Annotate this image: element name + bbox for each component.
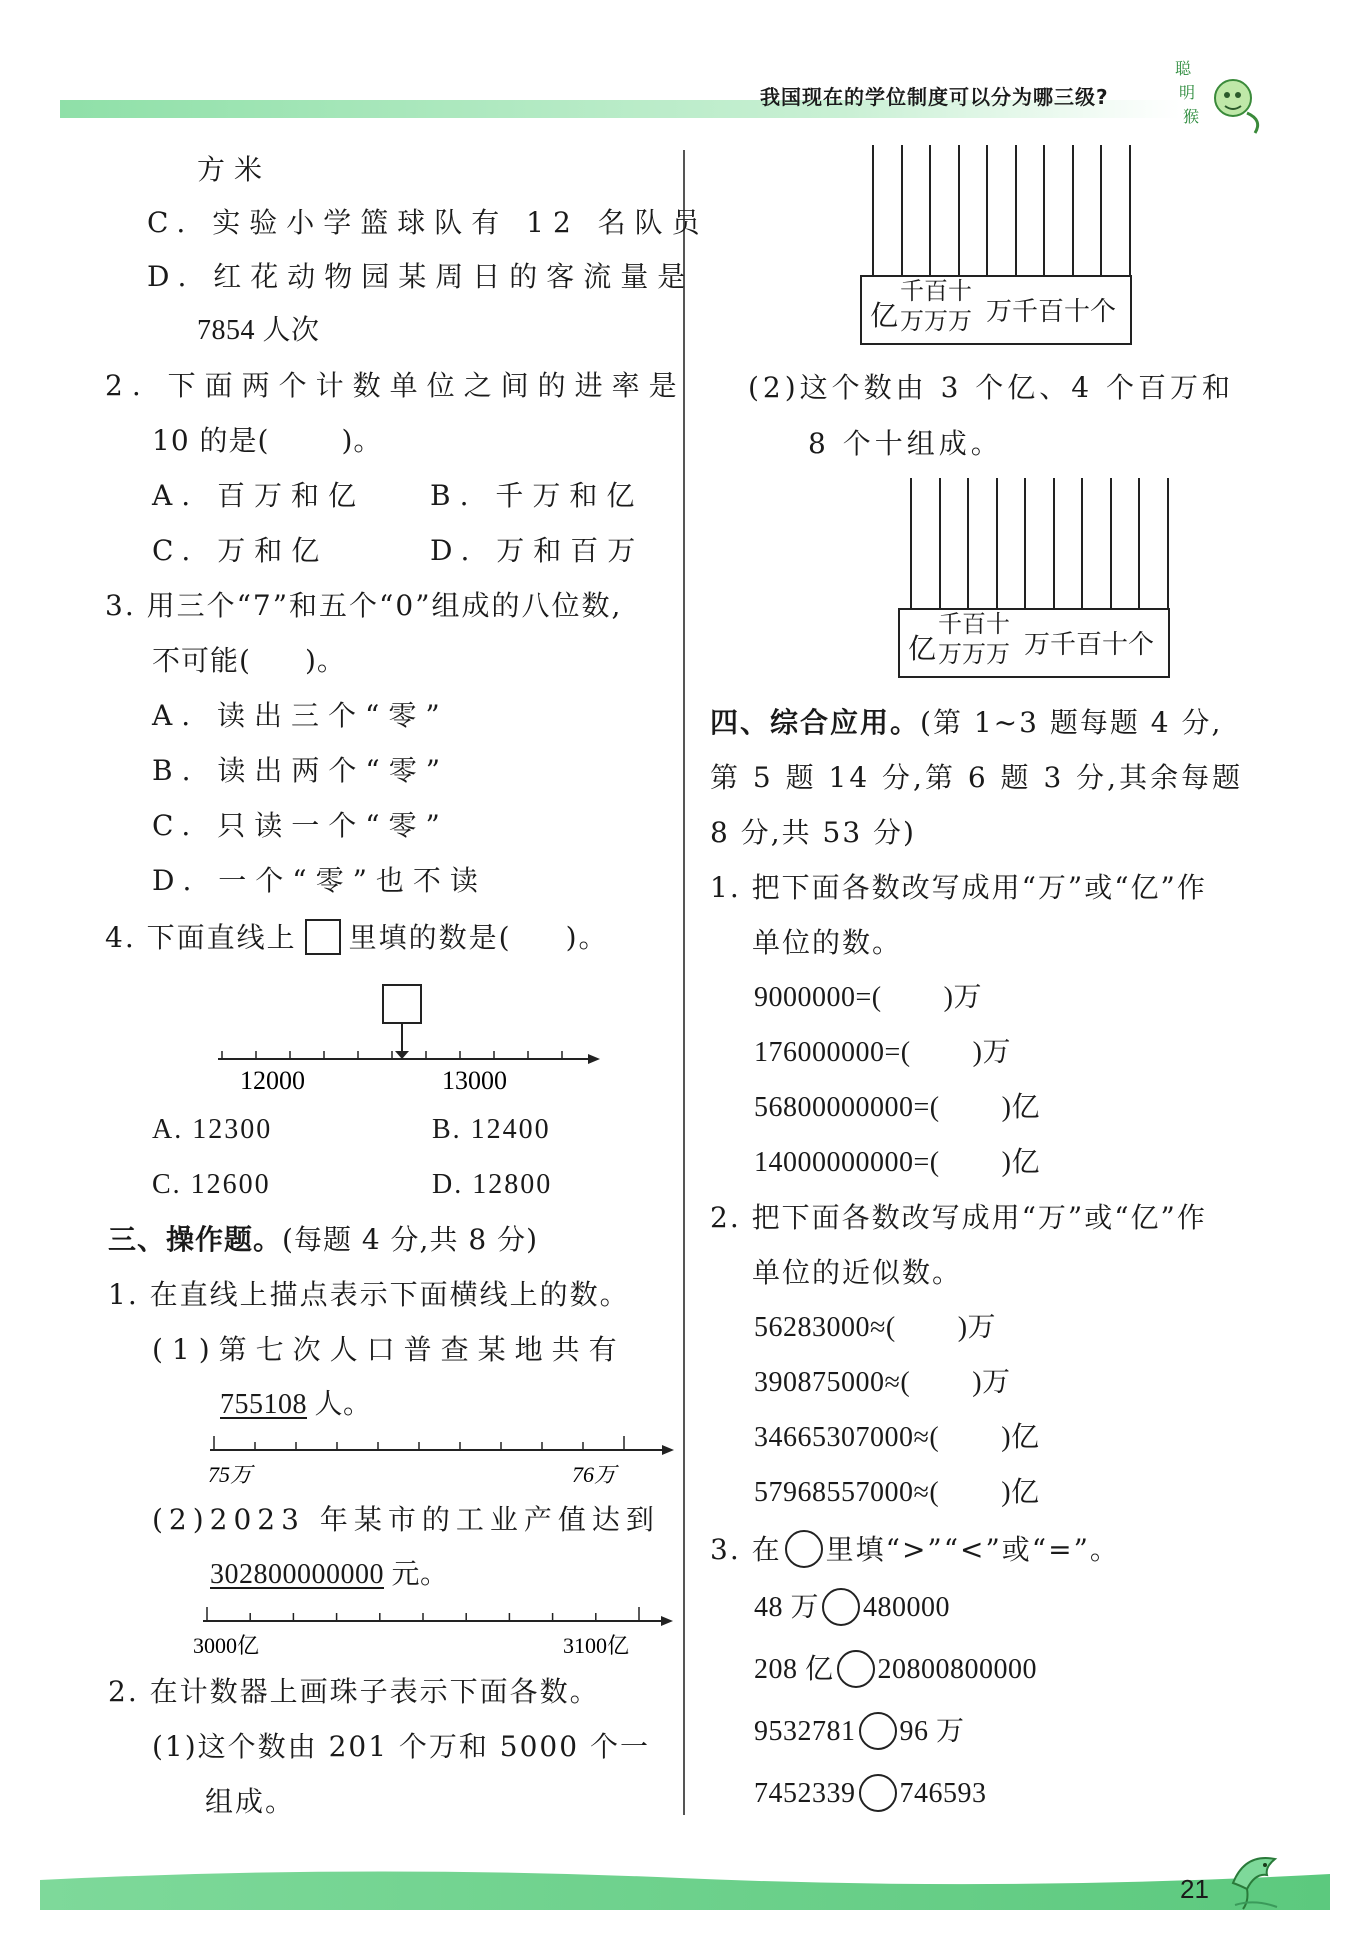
line2-right-label: 3100亿	[563, 1633, 630, 1658]
op2-part2: (2)这个数由 3 个亿、4 个百万和	[748, 371, 1234, 404]
compare-circle-icon[interactable]	[822, 1588, 860, 1626]
q3-stem-answer: 不可能( )。	[152, 644, 346, 677]
compare-right: 480000	[863, 1592, 951, 1623]
header-question: 我国现在的学位制度可以分为哪三级?	[760, 85, 1109, 109]
q3-option-d: D. 一个“零”也不读	[152, 864, 487, 897]
op2-part2-cont: 8 个十组成。	[808, 427, 1003, 460]
abacus-1	[866, 145, 1141, 353]
op1-number-line-1	[200, 1432, 680, 1488]
line2-left-label: 3000亿	[193, 1633, 260, 1658]
line1-left-label: 75万	[208, 1462, 253, 1487]
abacus-rod	[872, 145, 874, 275]
q4-tick-label-1: 12000	[240, 1066, 305, 1095]
op2-part1-cont: 组成。	[205, 1785, 296, 1818]
convert-number: 390875000≈(	[754, 1367, 911, 1398]
abacus-label-rest: 万千百十个	[986, 297, 1117, 327]
section-4-heading: 四、综合应用。(第 1~3 题每题 4 分,	[710, 706, 1223, 739]
convert-row	[754, 1088, 1040, 1128]
q4-option-c: C. 12600	[152, 1169, 271, 1200]
abacus-label-bottom: 万万万	[900, 307, 972, 335]
q1-option-d-cont: 7854 人次	[197, 315, 320, 346]
op1-part2-value: 302800000000 元。	[210, 1559, 449, 1590]
convert-number: 176000000=(	[754, 1037, 911, 1068]
compare-circle-icon[interactable]	[859, 1712, 897, 1750]
q3-option-a: A. 读出三个“零”	[152, 699, 449, 732]
q2-stem: 2. 下面两个计数单位之间的进率是	[105, 369, 686, 402]
line1-ticks	[214, 1436, 624, 1450]
compare-circle-icon[interactable]	[859, 1774, 897, 1812]
arrow-right-icon	[661, 1616, 673, 1626]
op2-stem: 2. 在计数器上画珠子表示下面各数。	[108, 1675, 600, 1708]
abacus-rod	[929, 145, 931, 275]
compare-right: 746593	[899, 1778, 987, 1809]
op1-number-line-2	[193, 1603, 683, 1659]
op2-part1: (1)这个数由 201 个万和 5000 个一	[152, 1730, 650, 1763]
abacus-label-top: 千百十	[900, 277, 972, 305]
q1-option-d: D. 红花动物园某周日的客流量是	[147, 260, 695, 293]
abacus-rod	[1110, 478, 1112, 608]
arrow-right-icon	[588, 1054, 600, 1064]
a3-stem: 3. 在 里填“>”“<”或“=”。	[710, 1530, 1120, 1571]
q2-option-c: C. 万和亿	[152, 534, 329, 567]
abacus-rod	[910, 478, 912, 608]
q2-stem-answer: 10 的是( )。	[152, 424, 383, 457]
q1-option-b-cont: 方米	[197, 153, 272, 186]
abacus-rod	[996, 478, 998, 608]
a1-stem-cont: 单位的数。	[752, 926, 903, 959]
compare-right: 20800800000	[877, 1654, 1038, 1685]
convert-row	[754, 1473, 1040, 1513]
convert-unit: )亿	[1001, 1477, 1040, 1508]
convert-number: 57968557000≈(	[754, 1477, 940, 1508]
abacus-rod	[1043, 145, 1045, 275]
a3-circle-icon	[785, 1530, 823, 1568]
section-4-score-3: 8 分,共 53 分)	[710, 816, 916, 849]
convert-row	[754, 1363, 1011, 1403]
q4-tick-label-2: 13000	[442, 1066, 507, 1095]
convert-row	[754, 978, 982, 1018]
op1-part2: (2)2023 年某市的工业产值达到	[152, 1503, 660, 1536]
section-4-score-2: 第 5 题 14 分,第 6 题 3 分,其余每题	[710, 761, 1244, 794]
compare-row	[754, 1650, 1037, 1691]
convert-unit: )万	[957, 1312, 997, 1343]
abacus-2	[904, 478, 1179, 686]
abacus-rod	[1015, 145, 1017, 275]
op1-stem: 1. 在直线上描点表示下面横线上的数。	[108, 1278, 630, 1311]
convert-unit: )万	[972, 1367, 1011, 1398]
q1-option-c: C. 实验小学篮球队有 12 名队员	[147, 206, 709, 239]
abacus-rod	[1129, 145, 1131, 275]
abacus-rod	[1100, 145, 1102, 275]
line2-ticks	[207, 1607, 639, 1621]
abacus-rod	[986, 145, 988, 275]
abacus-label-top: 千百十	[938, 610, 1010, 638]
q3-option-c: C. 只读一个“零”	[152, 809, 449, 842]
q4-stem: 4. 下面直线上 里填的数是( )。	[105, 918, 609, 958]
q4-option-a: A. 12300	[152, 1114, 273, 1145]
convert-unit: )万	[972, 1037, 1011, 1068]
abacus-base	[898, 608, 1170, 678]
q4-answer-box	[383, 985, 421, 1023]
footer-wave	[40, 1860, 1330, 1910]
abacus-label-bottom: 万万万	[938, 640, 1010, 668]
abacus-rod	[1053, 478, 1055, 608]
abacus-rod	[1081, 478, 1083, 608]
abacus-rod	[901, 145, 903, 275]
arrow-right-icon	[662, 1445, 674, 1455]
q4-ticks	[222, 1051, 562, 1059]
convert-row	[754, 1143, 1040, 1183]
q4-number-line	[210, 975, 600, 1095]
convert-number: 14000000000=(	[754, 1147, 940, 1178]
q4-option-d: D. 12800	[432, 1169, 553, 1200]
abacus-rod	[1138, 478, 1140, 608]
convert-number: 34665307000≈(	[754, 1422, 940, 1453]
compare-row	[754, 1588, 950, 1629]
q2-option-d: D. 万和百万	[430, 534, 645, 567]
compare-left: 9532781	[754, 1716, 856, 1747]
page-number: 21	[1180, 1874, 1209, 1904]
abacus-base	[860, 275, 1132, 345]
abacus-rod	[967, 478, 969, 608]
abacus-rod	[1072, 145, 1074, 275]
q3-option-b: B. 读出两个“零”	[152, 754, 450, 787]
abacus-label-yi: 亿	[870, 299, 899, 332]
convert-unit: )亿	[1001, 1092, 1040, 1123]
compare-row	[754, 1712, 965, 1753]
line1-right-label: 76万	[572, 1462, 617, 1487]
section-3-heading: 三、操作题。(每题 4 分,共 8 分)	[108, 1223, 538, 1256]
convert-number: 56283000≈(	[754, 1312, 896, 1343]
dolphin-icon	[1225, 1845, 1290, 1915]
convert-row	[754, 1033, 1011, 1073]
compare-left: 48 万	[754, 1592, 820, 1623]
abacus-rod	[958, 145, 960, 275]
mascot-name-1: 聪	[1175, 61, 1192, 78]
abacus-rod	[1024, 478, 1026, 608]
abacus-label-yi: 亿	[908, 632, 937, 665]
compare-right: 96 万	[899, 1716, 965, 1747]
q4-box-icon	[305, 919, 341, 955]
compare-circle-icon[interactable]	[837, 1650, 875, 1688]
convert-unit: )万	[943, 982, 982, 1013]
q3-stem: 3. 用三个“7”和五个“0”组成的八位数,	[105, 589, 623, 622]
convert-row	[754, 1308, 996, 1348]
op1-part1: (1)第七次人口普查某地共有	[152, 1333, 626, 1366]
a1-stem: 1. 把下面各数改写成用“万”或“亿”作	[710, 871, 1207, 904]
q4-option-b: B. 12400	[432, 1114, 551, 1145]
q2-option-a: A. 百万和亿	[152, 479, 366, 512]
abacus-rod	[1167, 478, 1169, 608]
a2-stem: 2. 把下面各数改写成用“万”或“亿”作	[710, 1201, 1207, 1234]
op1-part1-value: 755108 人。	[220, 1389, 372, 1420]
a2-stem-cont: 单位的近似数。	[752, 1256, 963, 1289]
arrow-down-icon	[395, 1051, 409, 1059]
convert-row	[754, 1418, 1040, 1458]
q2-option-b: B. 千万和亿	[430, 479, 644, 512]
abacus-label-rest: 万千百十个	[1024, 630, 1155, 660]
convert-unit: )亿	[1001, 1147, 1040, 1178]
abacus-rod	[939, 478, 941, 608]
convert-number: 9000000=(	[754, 982, 882, 1013]
mascot-name-2: 明	[1179, 85, 1196, 102]
compare-left: 208 亿	[754, 1654, 834, 1685]
mascot-name-3: 猴	[1183, 109, 1200, 126]
monkey-icon	[1175, 58, 1265, 138]
convert-unit: )亿	[1001, 1422, 1040, 1453]
compare-row	[754, 1774, 987, 1815]
convert-number: 56800000000=(	[754, 1092, 940, 1123]
compare-left: 7452339	[754, 1778, 856, 1809]
